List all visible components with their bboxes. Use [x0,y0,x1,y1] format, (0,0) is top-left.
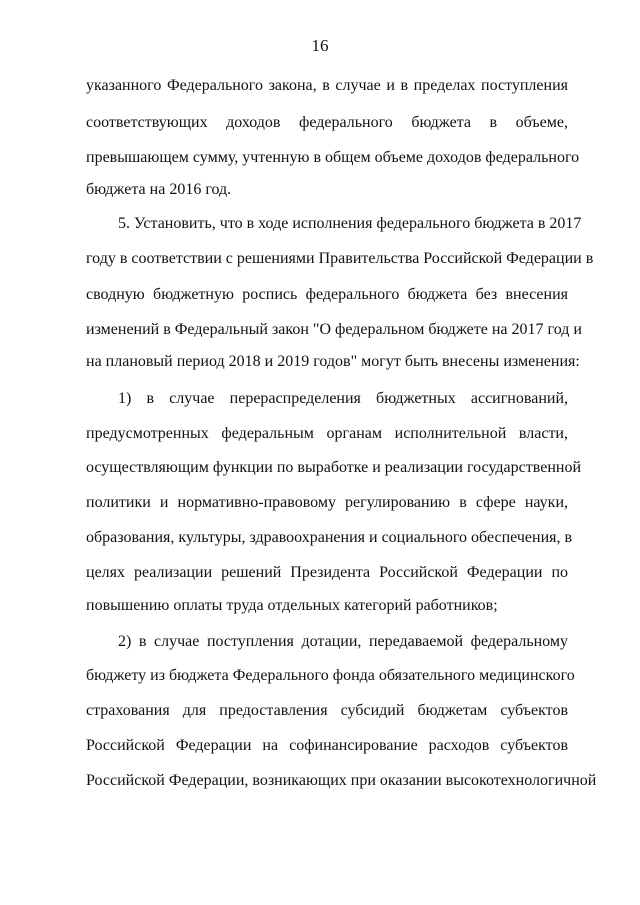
text-line: соответствующих доходов федерального бюджета в объеме, [86,114,568,131]
page-number: 16 [311,36,329,55]
text-line: превышающем сумму, учтенную в общем объеме доходов федерального [86,149,580,166]
text-line: бюджета на 2016 год. [86,181,232,198]
text-line: Российской Федерации на софинансирование расходов субъектов [86,737,568,754]
text-line: предусмотренных федеральным органам исполнительной власти, [86,425,568,442]
text-line: осуществляющим функции по выработке и реализации государственной [86,459,581,476]
text-line: бюджету из бюджета Федерального фонда обязательного медицинского [86,667,575,684]
text-line: сводную бюджетную роспись федерального бюджета без внесения [86,286,568,303]
text-line: изменений в Федеральный закон "О федеральном бюджете на 2017 год и [86,321,582,338]
text-line: на плановый период 2018 и 2019 годов" могут быть внесены изменения: [86,353,580,370]
text-line: 2) в случае поступления дотации, передаваемой федеральному [118,633,568,650]
text-line: Российской Федерации, возникающих при оказании высокотехнологичной [86,772,597,789]
text-line: 1) в случае перераспределения бюджетных ассигнований, [118,390,568,407]
text-line: целях реализации решений Президента Российской Федерации по [86,564,568,581]
text-line: 5. Установить, что в ходе исполнения федерального бюджета в 2017 [118,215,582,232]
text-line: страхования для предоставления субсидий бюджетам субъектов [86,702,568,719]
text-line: повышению оплаты труда отдельных категорий работников; [86,597,498,614]
text-line: указанного Федерального закона, в случае и в пределах поступления [86,77,568,94]
text-line: политики и нормативно-правовому регулированию в сфере науки, [86,494,568,511]
text-line: образования, культуры, здравоохранения и социального обеспечения, в [86,529,573,546]
text-line: году в соответствии с решениями Правительства Российской Федерации в [86,250,594,267]
